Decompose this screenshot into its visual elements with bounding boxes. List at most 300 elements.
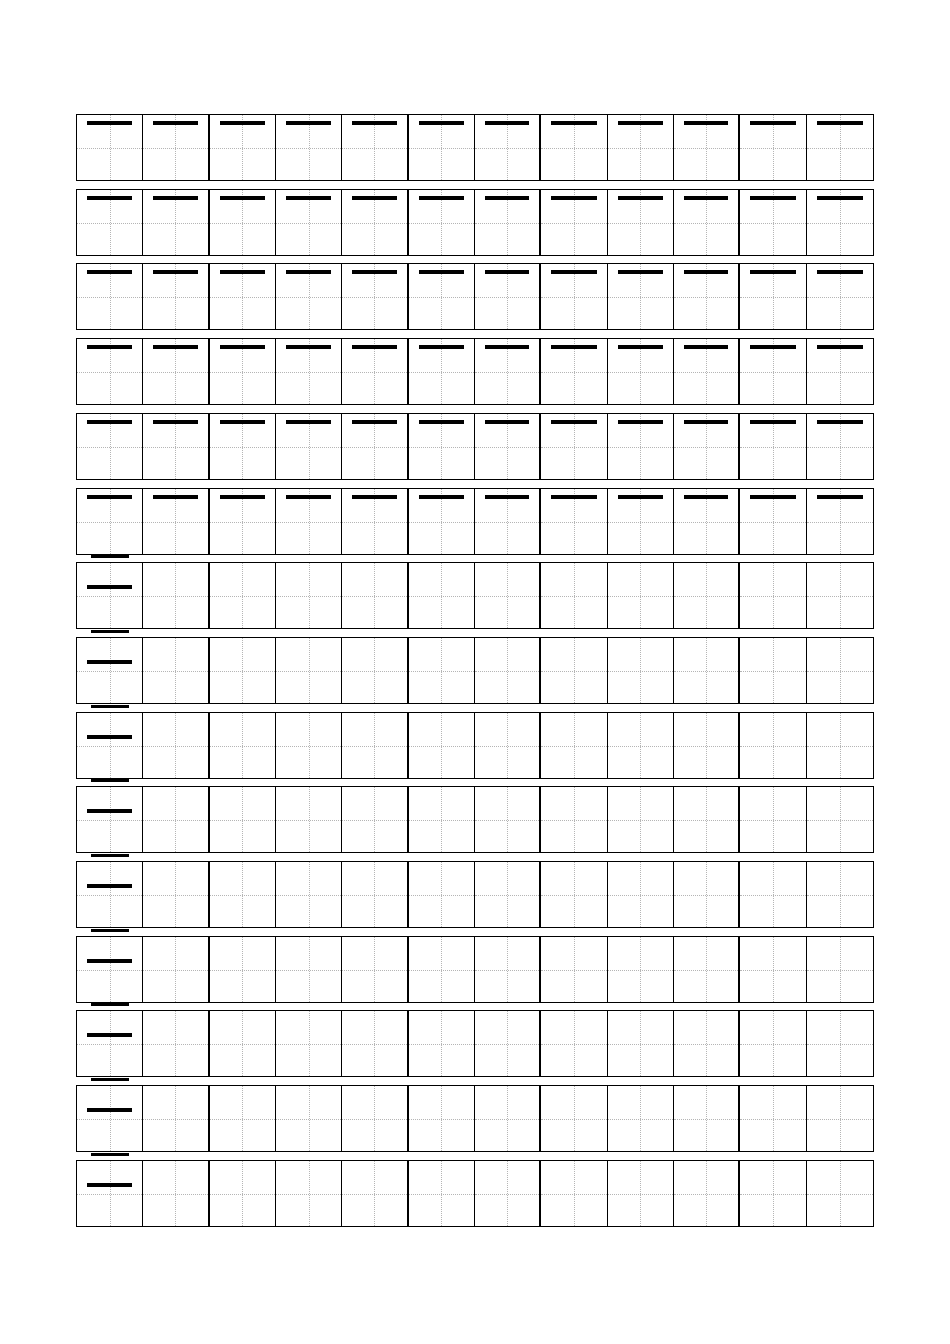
character-stroke [817,420,863,424]
grid-row [76,1160,874,1227]
practice-cell[interactable] [77,638,143,703]
practice-cell[interactable] [210,1011,276,1076]
character-stroke [87,809,132,813]
character-stroke [551,495,596,499]
practice-cell[interactable] [143,264,209,329]
character-stroke [684,270,728,274]
practice-cell[interactable] [608,1161,674,1226]
character-stroke [352,270,396,274]
practice-character [210,264,211,265]
character-stroke [87,660,132,664]
practice-character [210,414,211,415]
practice-cell[interactable] [608,563,674,628]
practice-cell[interactable] [409,862,475,927]
practice-cell[interactable] [276,1011,342,1076]
practice-cell[interactable] [409,489,475,554]
character-stroke [750,495,795,499]
practice-cell[interactable] [276,787,342,852]
practice-character [77,115,78,116]
practice-cell[interactable] [77,1161,143,1226]
practice-cell[interactable] [475,115,541,180]
practice-cell[interactable] [475,862,541,927]
practice-character [210,489,211,490]
character-stroke [286,495,331,499]
practice-cell[interactable] [740,1161,806,1226]
character-stroke [419,345,464,349]
practice-character [740,414,741,415]
character-stroke [352,420,396,424]
practice-cell[interactable] [342,115,408,180]
practice-character [740,489,741,490]
practice-cell[interactable] [143,563,209,628]
practice-cell[interactable] [541,414,607,479]
character-stroke [153,121,197,125]
practice-cell[interactable] [674,937,740,1002]
character-stroke [485,121,529,125]
practice-cell[interactable] [807,1011,873,1076]
character-stroke [485,270,529,274]
practice-cell[interactable] [807,713,873,778]
practice-cell[interactable] [342,638,408,703]
practice-character [210,115,211,116]
practice-character [541,489,542,490]
character-stroke [87,1108,132,1112]
practice-cell[interactable] [740,638,806,703]
practice-cell[interactable] [210,339,276,404]
practice-cell[interactable] [276,115,342,180]
practice-character [608,414,609,415]
practice-cell[interactable] [143,489,209,554]
practice-cell[interactable] [342,489,408,554]
practice-character [276,339,277,340]
practice-cell[interactable] [475,787,541,852]
practice-cell[interactable] [77,264,143,329]
practice-cell[interactable] [77,937,143,1002]
practice-cell[interactable] [807,638,873,703]
practice-cell[interactable] [77,190,143,255]
practice-cell[interactable] [475,190,541,255]
practice-cell[interactable] [674,1161,740,1226]
practice-cell[interactable] [674,489,740,554]
character-stroke [817,270,863,274]
practice-character [541,115,542,116]
practice-cell[interactable] [475,339,541,404]
practice-cell[interactable] [740,862,806,927]
practice-character [608,115,609,116]
practice-cell[interactable] [475,638,541,703]
row-marker [91,1078,129,1081]
row-marker [91,555,129,558]
practice-cell[interactable] [608,1086,674,1151]
character-stroke [618,495,663,499]
practice-cell[interactable] [807,563,873,628]
practice-character [409,190,410,191]
practice-cell[interactable] [608,638,674,703]
practice-cell[interactable] [807,489,873,554]
row-marker [91,1153,129,1156]
grid-row [76,637,874,704]
practice-character [541,264,542,265]
grid-row [76,189,874,256]
practice-cell[interactable] [740,190,806,255]
practice-cell[interactable] [608,713,674,778]
practice-cell[interactable] [210,115,276,180]
practice-cell[interactable] [740,264,806,329]
character-stroke [817,196,863,200]
practice-cell[interactable] [276,264,342,329]
practice-cell[interactable] [210,190,276,255]
practice-cell[interactable] [674,115,740,180]
practice-cell[interactable] [608,115,674,180]
practice-cell[interactable] [541,862,607,927]
practice-cell[interactable] [143,638,209,703]
row-marker [91,705,129,708]
practice-cell[interactable] [541,264,607,329]
character-stroke [153,270,197,274]
practice-character [276,190,277,191]
practice-cell[interactable] [674,787,740,852]
character-stroke [419,121,464,125]
character-stroke [352,495,396,499]
practice-cell[interactable] [541,115,607,180]
practice-cell[interactable] [276,1161,342,1226]
practice-cell[interactable] [77,862,143,927]
practice-cell[interactable] [608,787,674,852]
practice-cell[interactable] [409,563,475,628]
practice-cell[interactable] [608,489,674,554]
practice-cell[interactable] [608,190,674,255]
practice-cell[interactable] [475,1161,541,1226]
character-stroke [220,270,265,274]
practice-character [807,339,808,340]
practice-cell[interactable] [807,787,873,852]
practice-cell[interactable] [409,638,475,703]
practice-character [77,264,78,265]
practice-cell[interactable] [409,1161,475,1226]
practice-cell[interactable] [740,1086,806,1151]
practice-cell[interactable] [276,638,342,703]
practice-cell[interactable] [541,339,607,404]
practice-cell[interactable] [608,264,674,329]
practice-cell[interactable] [210,414,276,479]
practice-cell[interactable] [276,563,342,628]
practice-cell[interactable] [210,264,276,329]
practice-cell[interactable] [740,1011,806,1076]
practice-character [77,489,78,490]
practice-cell[interactable] [409,787,475,852]
practice-cell[interactable] [608,1011,674,1076]
practice-cell[interactable] [210,862,276,927]
practice-cell[interactable] [276,862,342,927]
practice-cell[interactable] [608,414,674,479]
practice-cell[interactable] [807,862,873,927]
practice-character [77,1011,78,1012]
practice-cell[interactable] [807,1161,873,1226]
practice-cell[interactable] [342,563,408,628]
practice-cell[interactable] [807,1086,873,1151]
practice-cell[interactable] [807,115,873,180]
practice-cell[interactable] [77,787,143,852]
practice-cell[interactable] [143,862,209,927]
character-stroke [87,585,132,589]
practice-cell[interactable] [210,563,276,628]
practice-character [541,414,542,415]
practice-cell[interactable] [276,190,342,255]
practice-cell[interactable] [541,937,607,1002]
character-stroke [551,345,596,349]
practice-cell[interactable] [541,787,607,852]
practice-character [342,115,343,116]
practice-cell[interactable] [674,190,740,255]
practice-cell[interactable] [740,339,806,404]
practice-character [77,1086,78,1087]
practice-character [77,414,78,415]
practice-character [740,115,741,116]
practice-cell[interactable] [342,713,408,778]
practice-cell[interactable] [276,489,342,554]
practice-cell[interactable] [143,1086,209,1151]
practice-cell[interactable] [77,1011,143,1076]
row-marker [91,630,129,633]
practice-character [143,339,144,340]
practice-character [674,115,675,116]
character-stroke [551,121,596,125]
practice-character [342,190,343,191]
character-stroke [419,196,464,200]
practice-character [276,264,277,265]
practice-cell[interactable] [276,339,342,404]
practice-cell[interactable] [210,638,276,703]
practice-cell[interactable] [475,713,541,778]
practice-character [475,339,476,340]
practice-cell[interactable] [77,713,143,778]
practice-cell[interactable] [541,1086,607,1151]
practice-character [674,489,675,490]
practice-cell[interactable] [608,937,674,1002]
practice-cell[interactable] [143,1011,209,1076]
grid-row [76,712,874,779]
practice-cell[interactable] [475,937,541,1002]
practice-cell[interactable] [210,1161,276,1226]
practice-cell[interactable] [475,489,541,554]
character-stroke [750,345,795,349]
grid-row [76,1010,874,1077]
practice-cell[interactable] [77,339,143,404]
practice-cell[interactable] [342,264,408,329]
character-stroke [87,1033,132,1037]
character-stroke [618,121,663,125]
practice-cell[interactable] [475,1011,541,1076]
practice-character [475,489,476,490]
practice-character [608,489,609,490]
practice-cell[interactable] [210,489,276,554]
practice-cell[interactable] [276,414,342,479]
practice-cell[interactable] [740,414,806,479]
character-stroke [684,121,728,125]
practice-cell[interactable] [276,713,342,778]
practice-character [475,264,476,265]
practice-character [409,414,410,415]
practice-character [674,264,675,265]
practice-character [276,489,277,490]
practice-cell[interactable] [210,1086,276,1151]
practice-cell[interactable] [409,190,475,255]
practice-cell[interactable] [342,1086,408,1151]
practice-cell[interactable] [77,414,143,479]
practice-cell[interactable] [210,787,276,852]
practice-cell[interactable] [674,339,740,404]
practice-cell[interactable] [541,1011,607,1076]
practice-character [77,937,78,938]
practice-cell[interactable] [608,862,674,927]
character-stroke [684,196,728,200]
practice-character [77,563,78,564]
practice-cell[interactable] [210,713,276,778]
practice-cell[interactable] [740,563,806,628]
practice-cell[interactable] [740,787,806,852]
practice-cell[interactable] [807,264,873,329]
practice-cell[interactable] [740,937,806,1002]
practice-cell[interactable] [143,1161,209,1226]
practice-cell[interactable] [674,638,740,703]
practice-cell[interactable] [541,489,607,554]
practice-cell[interactable] [342,1161,408,1226]
practice-cell[interactable] [674,713,740,778]
practice-character [608,190,609,191]
practice-cell[interactable] [409,1086,475,1151]
practice-cell[interactable] [541,638,607,703]
practice-cell[interactable] [409,414,475,479]
practice-cell[interactable] [740,115,806,180]
grid-row [76,861,874,928]
practice-cell[interactable] [541,190,607,255]
practice-cell[interactable] [740,713,806,778]
practice-cell[interactable] [342,787,408,852]
practice-cell[interactable] [608,339,674,404]
practice-cell[interactable] [541,563,607,628]
character-stroke [817,345,863,349]
practice-cell[interactable] [409,937,475,1002]
practice-cell[interactable] [409,1011,475,1076]
practice-character [807,414,808,415]
grid-row [76,1085,874,1152]
practice-cell[interactable] [143,713,209,778]
practice-cell[interactable] [409,115,475,180]
character-stroke [551,196,596,200]
practice-cell[interactable] [342,937,408,1002]
character-stroke [485,495,529,499]
character-stroke [220,345,265,349]
practice-character [143,489,144,490]
practice-cell[interactable] [143,414,209,479]
row-marker [91,779,129,782]
character-stroke [87,345,132,349]
practice-cell[interactable] [276,1086,342,1151]
practice-cell[interactable] [475,414,541,479]
practice-cell[interactable] [143,937,209,1002]
practice-cell[interactable] [409,264,475,329]
practice-cell[interactable] [143,787,209,852]
practice-cell[interactable] [674,414,740,479]
character-stroke [750,270,795,274]
practice-character [409,264,410,265]
practice-cell[interactable] [674,862,740,927]
grid-row [76,413,874,480]
character-stroke [618,420,663,424]
character-stroke [352,345,396,349]
practice-cell[interactable] [210,937,276,1002]
practice-cell[interactable] [77,1086,143,1151]
character-stroke [817,121,863,125]
practice-cell[interactable] [342,190,408,255]
practice-character [77,787,78,788]
character-stroke [87,495,132,499]
practice-cell[interactable] [541,713,607,778]
practice-character [77,339,78,340]
practice-cell[interactable] [475,563,541,628]
practice-cell[interactable] [143,115,209,180]
character-stroke [684,495,728,499]
practice-cell[interactable] [674,1011,740,1076]
practice-character [740,190,741,191]
practice-cell[interactable] [77,563,143,628]
practice-cell[interactable] [342,862,408,927]
practice-cell[interactable] [475,1086,541,1151]
practice-character [210,190,211,191]
practice-character [143,414,144,415]
practice-character [674,414,675,415]
practice-character [541,339,542,340]
practice-cell[interactable] [740,489,806,554]
practice-cell[interactable] [674,563,740,628]
practice-cell[interactable] [342,414,408,479]
practice-character [807,115,808,116]
character-stroke [618,270,663,274]
character-stroke [220,121,265,125]
character-stroke [87,270,132,274]
practice-cell[interactable] [807,937,873,1002]
practice-character [77,638,78,639]
character-stroke [286,270,331,274]
practice-character [409,115,410,116]
practice-cell[interactable] [674,264,740,329]
practice-cell[interactable] [475,264,541,329]
practice-character [807,489,808,490]
practice-cell[interactable] [541,1161,607,1226]
character-stroke [485,196,529,200]
character-stroke [750,121,795,125]
practice-character [77,713,78,714]
practice-cell[interactable] [409,339,475,404]
character-stroke [817,495,863,499]
character-stroke [618,345,663,349]
practice-cell[interactable] [143,339,209,404]
character-stroke [87,196,132,200]
practice-cell[interactable] [807,339,873,404]
practice-cell[interactable] [807,190,873,255]
character-stroke [87,735,132,739]
practice-cell[interactable] [674,1086,740,1151]
practice-cell[interactable] [342,339,408,404]
practice-cell[interactable] [77,489,143,554]
grid-row [76,936,874,1003]
practice-cell[interactable] [409,713,475,778]
practice-cell[interactable] [276,937,342,1002]
practice-cell[interactable] [143,190,209,255]
practice-cell[interactable] [807,414,873,479]
practice-cell[interactable] [342,1011,408,1076]
practice-cell[interactable] [77,115,143,180]
